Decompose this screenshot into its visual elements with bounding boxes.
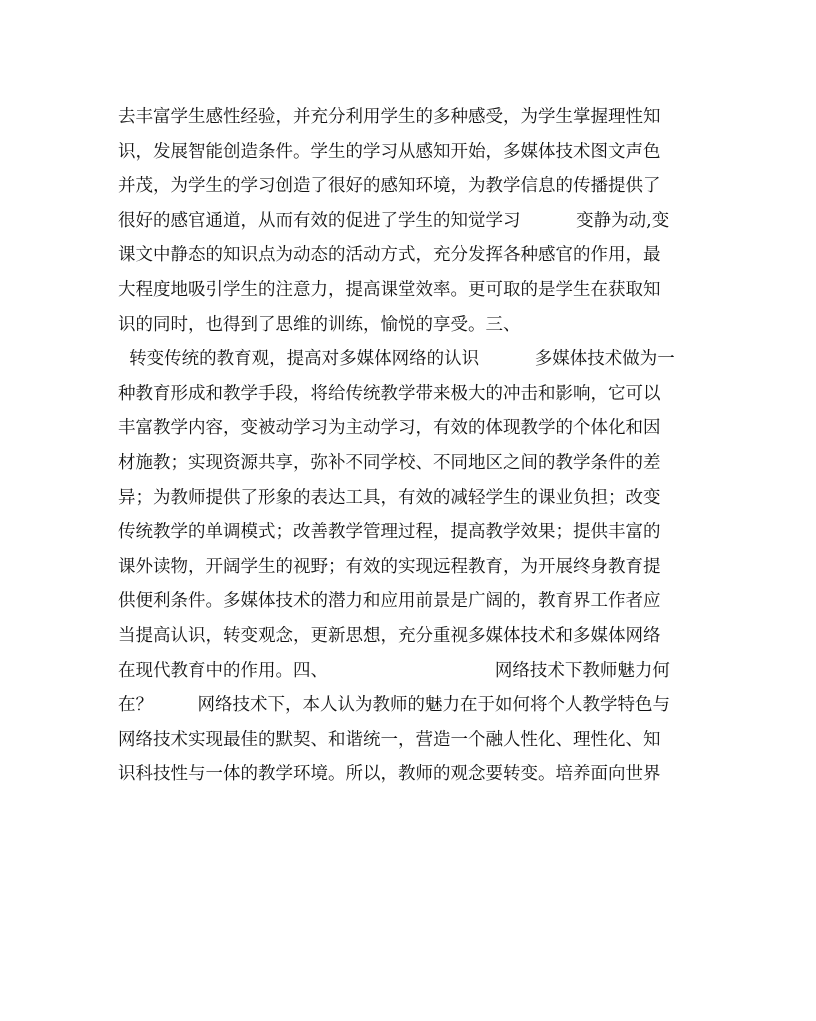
text-line: 异；为教师提供了形象的表达工具，有效的减轻学生的课业负担；改变 (118, 487, 661, 508)
text-line: 种教育形成和教学手段，将给传统教学带来极大的冲击和影响，它可以 (118, 383, 661, 404)
text-line: 识科技性与一体的教学环境。所以，教师的观念要转变。培养面向世界 (118, 764, 661, 785)
text-line: 丰富教学内容，变被动学习为主动学习，有效的体现教学的个体化和因 (118, 418, 661, 439)
text-line: 课文中静态的知识点为动态的活动方式，充分发挥各种感官的作用，最 (118, 245, 661, 266)
text-line: 课外读物，开阔学生的视野；有效的实现远程教育，为开展终身教育提 (118, 556, 661, 577)
text-line: 网络技术实现最佳的默契、和谐统一，营造一个融人性化、理性化、知 (118, 729, 661, 750)
text-line: 识，发展智能创造条件。学生的学习从感知开始，多媒体技术图文声色 (118, 141, 661, 162)
text-line: 在现代教育中的作用。四、 网络技术下教师魅力何 (118, 660, 670, 681)
text-line: 当提高认识，转变观念，更新思想，充分重视多媒体技术和多媒体网络 (118, 625, 661, 646)
text-line: 识的同时，也得到了思维的训练，愉悦的享受。三、 (118, 314, 521, 335)
text-line: 在？ 网络技术下，本人认为教师的魅力在于如何将个人教学特色与 (118, 695, 670, 716)
text-line: 很好的感官通道，从而有效的促进了学生的知觉学习 变静为动,变 (118, 210, 670, 231)
text-line: 材施教；实现资源共享，弥补不同学校、不同地区之间的教学条件的差 (118, 452, 661, 473)
text-line: 传统教学的单调模式；改善教学管理过程，提高教学效果；提供丰富的 (118, 522, 661, 543)
text-line: 并茂，为学生的学习创造了很好的感知环境，为教学信息的传播提供了 (118, 176, 661, 197)
body-text (118, 100, 708, 792)
text-line: 供便利条件。多媒体技术的潜力和应用前景是广阔的，教育界工作者应 (118, 591, 661, 612)
text-line: 转变传统的教育观，提高对多媒体网络的认识 多媒体技术做为一 (118, 349, 675, 370)
text-line: 大程度地吸引学生的注意力，提高课堂效率。更可取的是学生在获取知 (118, 279, 661, 300)
text-line: 去丰富学生感性经验，并充分利用学生的多种感受，为学生掌握理性知 (118, 107, 661, 127)
